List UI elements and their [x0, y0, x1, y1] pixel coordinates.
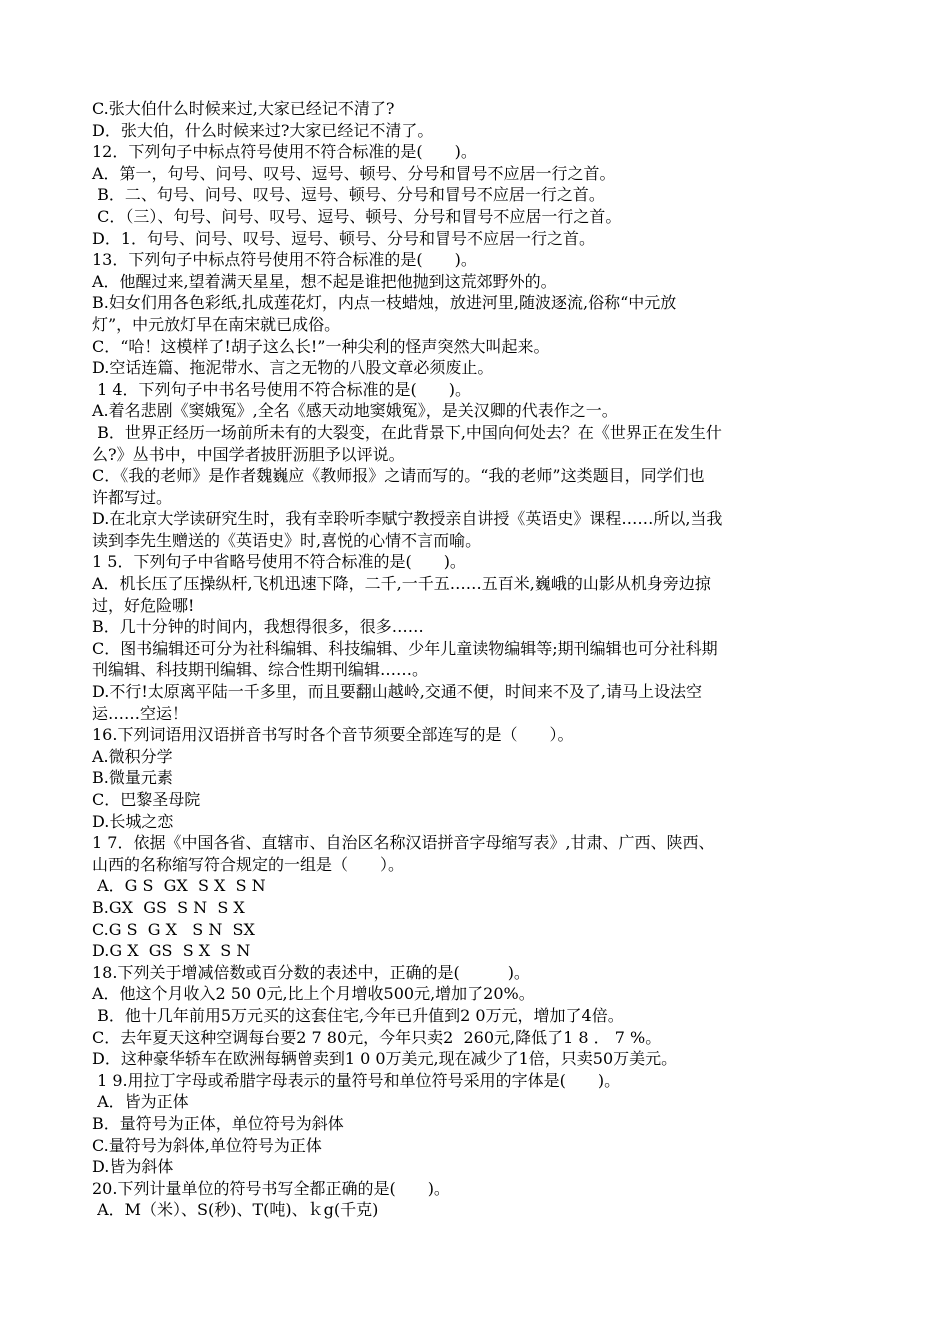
question-17-stem: 1 7．依据《中国各省、直辖市、自治区名称汉语拼音字母缩写表》,甘肃、广西、陕西、 — [92, 833, 715, 853]
text-line: D.空话连篇、拖泥带水、言之无物的八股文章必须废止。 — [92, 358, 494, 378]
text-line: A．他醒过来,望着满天星星，想不起是谁把他抛到这荒郊野外的。 — [92, 271, 557, 291]
text-line: A.微积分学 — [92, 746, 173, 766]
text-line: D．这种豪华轿车在欧洲每辆曾卖到1 0 0万美元,现在减少了1倍，只卖50万美元。 — [92, 1049, 678, 1069]
text-line: B．量符号为正体，单位符号为斜体 — [92, 1113, 344, 1133]
text-line: C．巴黎圣母院 — [92, 790, 201, 809]
text-line: 刊编辑、科技期刊编辑、综合性期刊编辑……。 — [92, 660, 429, 680]
text-line: C．（三）、句号、问号、叹号、逗号、顿号、分号和冒号不应居一行之首。 — [92, 206, 622, 226]
text-line: A．皆为正体 — [92, 1092, 189, 1112]
text-line: B.妇女们用各色彩纸,扎成莲花灯，内点一枝蜡烛，放进河里,随波逐流,俗称“中元放 — [92, 293, 677, 313]
text-line: C．“哈！这模样了!胡子这么长!”一种尖利的怪声突然大叫起来。 — [92, 336, 550, 356]
question-14-stem: 1 4．下列句子中书名号使用不符合标准的是( )。 — [92, 379, 472, 399]
question-16-stem: 16.下列词语用汉语拼音书写时各个音节须要全部连写的是（ ）。 — [92, 725, 574, 745]
text-line: B.GX GS S N S X — [92, 897, 245, 917]
text-line: A．机长压了压操纵杆,飞机迅速下降，二千,一千五……五百米,巍峨的山影从机身旁边掠 — [92, 574, 711, 594]
text-line: D．张大伯，什么时候来过?大家已经记不清了。 — [92, 120, 434, 140]
text-line: D.长城之恋 — [92, 811, 174, 831]
question-20-stem: 20.下列计量单位的符号书写全都正确的是( )。 — [92, 1178, 450, 1198]
text-line: D.G X GS S X S N — [92, 941, 251, 961]
text-line: 过，好危险哪! — [92, 595, 195, 615]
text-line: 么?》丛书中，中国学者披肝沥胆予以评说。 — [92, 444, 405, 464]
text-line: A．M（米）、S(秒)、T(吨)、ｋg(千克) — [92, 1200, 379, 1220]
text-line: B．几十分钟的时间内，我想得很多，很多…… — [92, 617, 424, 637]
document-page — [92, 98, 860, 1221]
text-line: 运……空运！ — [92, 703, 189, 723]
text-line: B．世界正经历一场前所未有的大裂变，在此背景下,中国向何处去？在《世界正在发生什 — [92, 422, 722, 442]
text-line: C．图书编辑还可分为社科编辑、科技编辑、少年儿童读物编辑等;期刊编辑也可分社科期 — [92, 638, 718, 658]
text-line: D．1．句号、问号、叹号、逗号、顿号、分号和冒号不应居一行之首。 — [92, 228, 596, 248]
question-13-stem: 13．下列句子中标点符号使用不符合标准的是( )。 — [92, 250, 477, 270]
text-line: D.不行!太原离平陆一千多里，而且要翻山越岭,交通不便，时间来不及了,请马上设法空 — [92, 682, 702, 702]
question-12-stem: 12．下列句子中标点符号使用不符合标准的是( )。 — [92, 142, 477, 162]
text-line: 读到李先生赠送的《英语史》时,喜悦的心情不言而喻。 — [92, 530, 482, 550]
text-line: A．第一，句号、问号、叹号、逗号、顿号、分号和冒号不应居一行之首。 — [92, 163, 616, 183]
text-line: C.张大伯什么时候来过,大家已经记不清了? — [92, 99, 395, 118]
text-line: C.G S G X S N SX — [92, 919, 255, 939]
text-line: 山西的名称缩写符合规定的一组是（ ）。 — [92, 854, 405, 874]
text-line: A.着名悲剧《窦娥冤》,全名《感天动地窦娥冤》，是关汉卿的代表作之一。 — [92, 401, 618, 421]
question-18-stem: 18.下列关于增减倍数或百分数的表述中，正确的是( )。 — [92, 962, 530, 982]
question-15-stem: 1 5．下列句子中省略号使用不符合标准的是( )。 — [92, 552, 466, 572]
text-line: D.在北京大学读研究生时，我有幸聆听李赋宁教授亲自讲授《英语史》课程……所以,当我 — [92, 509, 723, 529]
text-line: B.微量元素 — [92, 768, 173, 788]
text-line: B．他十几年前用5万元买的这套住宅,今年已升值到2 0万元，增加了4倍。 — [92, 1005, 624, 1025]
text-line: 灯”，中元放灯早在南宋就已成俗。 — [92, 314, 341, 334]
text-line: C．去年夏天这种空调每台要2 7 80元，今年只卖2 260元,降低了1 8 ． 7 %。 — [92, 1027, 662, 1047]
text-line: A．他这个月收入2 50 0元,比上个月增收500元,增加了20%。 — [92, 984, 535, 1004]
question-19-stem: 1 9.用拉丁字母或希腊字母表示的量符号和单位符号采用的字体是( )。 — [92, 1070, 621, 1090]
text-line: D.皆为斜体 — [92, 1157, 174, 1177]
text-line: B．二、句号、问号、叹号、逗号、顿号、分号和冒号不应居一行之首。 — [92, 185, 605, 205]
text-line: A．G S GX S X S N — [92, 876, 266, 896]
text-line: C.量符号为斜体,单位符号为正体 — [92, 1135, 322, 1155]
text-line: 许都写过。 — [92, 487, 173, 507]
text-line: C．《我的老师》是作者魏巍应《教师报》之请而写的。“我的老师”这类题目，同学们也 — [92, 466, 705, 486]
